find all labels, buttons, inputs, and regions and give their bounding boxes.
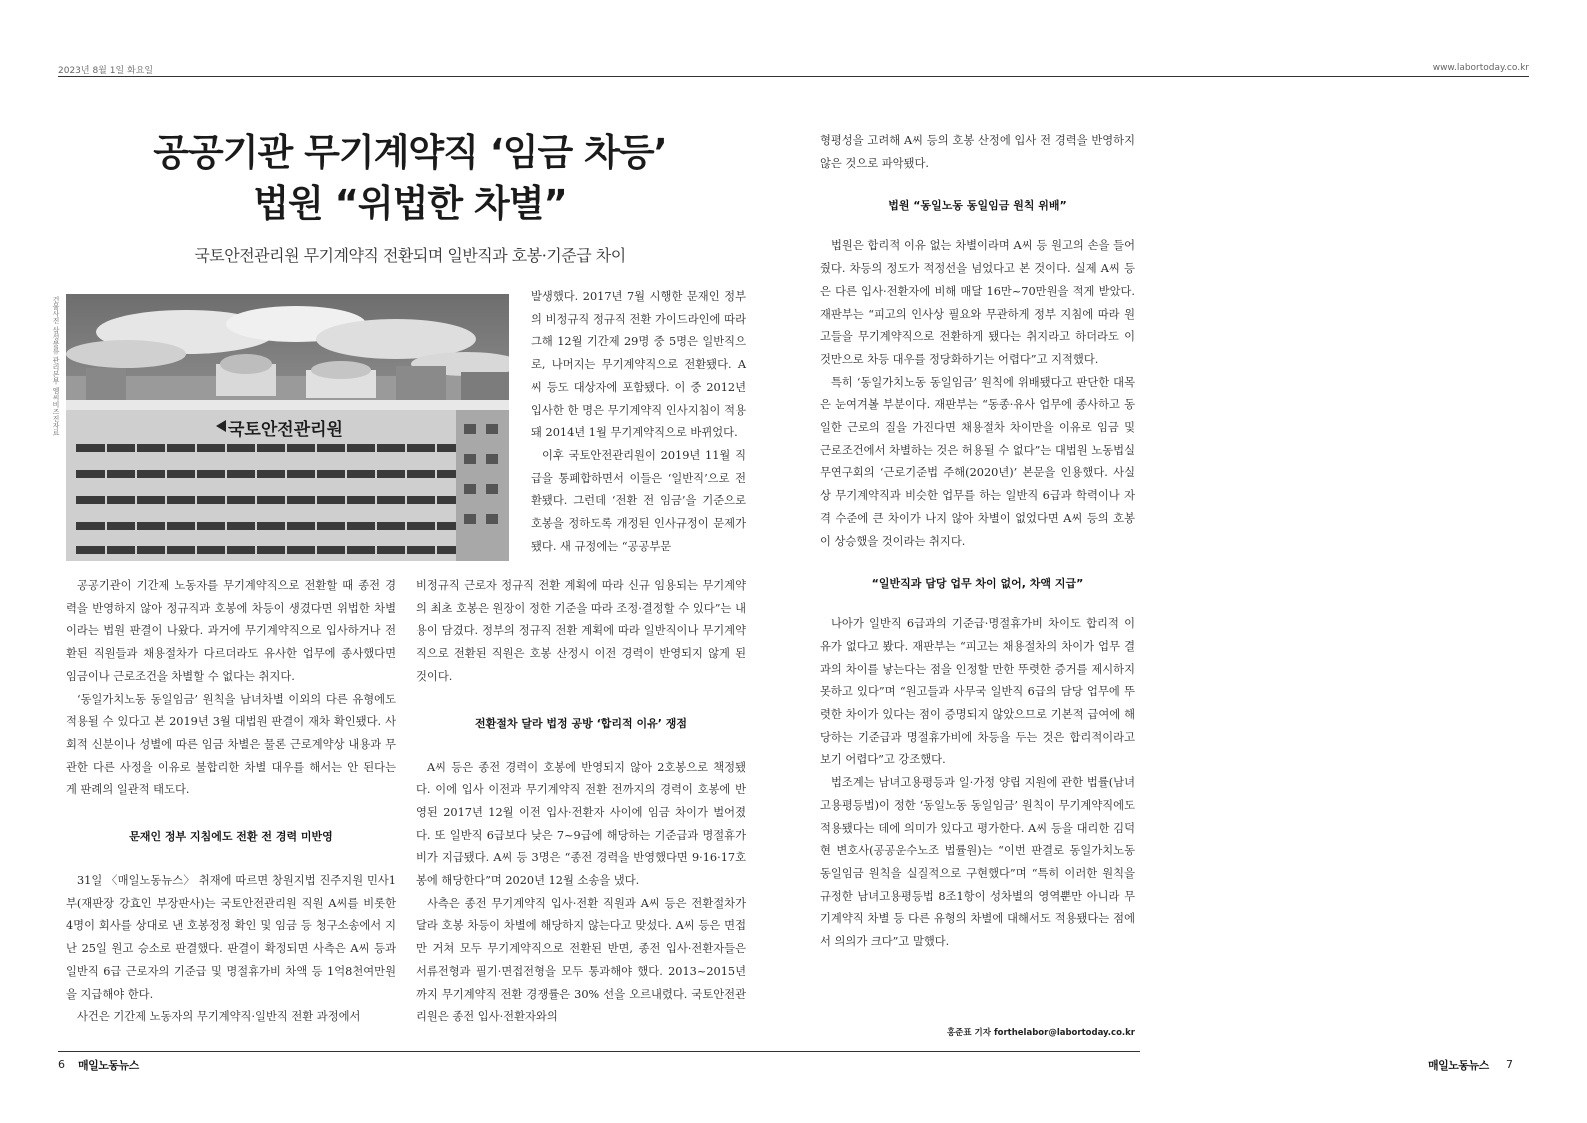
- paragraph: A씨 등은 종전 경력이 호봉에 반영되지 않아 2호봉으로 책정됐다. 이에 입사 이전과 무기계약직 전환 전까지의 경력이 호봉에 반영된 2017년 12월 이전 입사·전환자 사이에 임금 차이가 벌어졌다. 또 일반직 6급보다 낮은 7~9급에 해당하는 기준급과 명절휴가비가 지급됐다. A씨 등 3명은 “종전 경력을 반영했다면 9·16·17호봉에 해당한다”며 2020년 12월 소송을 냈다.: [416, 760, 746, 888]
- byline: 홍준표 기자 forthelabor@labortoday.co.kr: [946, 1028, 1135, 1038]
- section-heading: 문재인 정부 지침에도 전환 전 경력 미반영: [129, 830, 333, 844]
- paragraph: 법조계는 남녀고용평등과 일·가정 양립 지원에 관한 법률(남녀고용평등법)이 정한 ‘동일노동 동일임금’ 원칙이 무기계약직에도 적용됐다는 데에 의미가 있다고 평가한다. A씨 등을 대리한 김덕현 변호사(공공운수노조 법률원)는 “이번 판결로 동일가치노동 동일임금 원칙을 실질적으로 구현했다”며 “특히 이러한 원칙을 규정한 남녀고용평등법 8조1항이 성차별의 영역뿐만 아니라 무기계약직 차별 등 다른 유형의 차별에 대해서도 적용됐다는 점에서 의의가 크다”고 말했다.: [820, 776, 1135, 949]
- page-number-right: 7: [1506, 1058, 1513, 1071]
- paragraph: 발생했다. 2017년 7월 시행한 문재인 정부의 비정규직 정규직 전환 가이드라인에 따라 그해 12월 기간제 29명 중 5명은 일반직으로, 나머지는 무기계약직으로 전환됐다. A씨 등도 대상자에 포함됐다. 이 중 2012년 입사한 한 명은 무기계약직 인사지침이 적용돼 2014년 1월 무기계약직으로 바뀌었다.: [531, 290, 746, 440]
- paragraph: 나아가 일반직 6급과의 기준급·명절휴가비 차이도 합리적 이유가 없다고 봤다. 재판부는 “피고는 채용절차의 차이가 업무 결과의 차이를 낳는다는 점을 인정할 만한 뚜렷한 증거를 제시하지 못하고 있다”며 “원고들과 사무국 일반직 6급의 담당 업무에 뚜렷한 차이가 있다는 점이 증명되지 않았으므로 기본적 급여에 해당하는 기준급과 명절휴가비에 차등을 두는 것은 합리적이라고 보기 어렵다”고 강조했다.: [820, 617, 1135, 767]
- paragraph: 비정규직 근로자 정규직 전환 계획에 따라 신규 임용되는 무기계약의 최초 호봉은 원장이 정한 기준을 따라 조정·결정할 수 있다”는 내용이 담겼다. 정부의 정규직 전환 계획에 따라 일반직이나 무기계약직으로 전환된 직원은 호봉 산정시 이전 경력이 반영되지 않게 된 것이다.: [416, 579, 746, 683]
- paragraph: 법원은 합리적 이유 없는 차별이라며 A씨 등 원고의 손을 들어줬다. 차등의 정도가 적정선을 넘었다고 본 것이다. 실제 A씨 등은 다른 입사·전환자에 비해 매달 16만~70만원을 적게 받았다. 재판부는 “피고의 인사상 필요와 무관하게 정부 지침에 따라 원고들을 무기계약직으로 전환하게 됐다는 취지라고 하더라도 이것만으로 차등 대우를 정당화하기는 어렵다”고 지적했다.: [820, 239, 1135, 366]
- page-number-left: 6: [58, 1058, 65, 1071]
- paragraph: 형평성을 고려해 A씨 등의 호봉 산정에 입사 전 경력을 반영하지 않은 것으로 파악됐다.: [820, 134, 1135, 170]
- paragraph: 사측은 종전 무기계약직 입사·전환 직원과 A씨 등은 전환절차가 달라 호봉 차등이 차별에 해당하지 않는다고 맞섰다. A씨 등은 면접만 거쳐 모두 무기계약직으로 전환된 반면, 종전 입사·전환자들은 서류전형과 필기·면접전형을 모두 통과해야 했다. 2013~2015년까지 무기계약직 전환 경쟁률은 30% 선을 오르내렸다. 국토안전관리원은 종전 입사·전환자와의: [416, 896, 746, 1024]
- issue-date: 2023년 8월 1일 화요일: [58, 66, 154, 76]
- bottom-rule: [58, 1051, 1140, 1052]
- paragraph: 공공기관이 기간제 노동자를 무기계약직으로 전환할 때 종전 경력을 반영하지 않아 정규직과 호봉에 차등이 생겼다면 위법한 차별이라는 법원 판결이 나왔다. 과거에 무기계약직으로 입사하거나 전환된 직원들과 채용절차가 다르더라도 유사한 업무에 종사했다면 임금이나 근로조건을 차별할 수 없다는 취지다.: [66, 579, 396, 683]
- section-heading: “일반직과 담당 업무 차이 없어, 차액 지급”: [871, 577, 1084, 591]
- building-sign: 국토안전관리원: [228, 420, 343, 440]
- paragraph: ‘동일가치노동 동일임금’ 원칙을 남녀차별 이외의 다른 유형에도 적용될 수 있다고 본 2019년 3월 대법원 판결이 재차 확인됐다. 사회적 신분이나 성별에 따른 임금 차별은 물론 근로계약상 내용과 무관한 다른 사정을 이유로 불합리한 차별 대우를 해서는 안 된다는 게 판례의 일관적 태도다.: [66, 692, 396, 797]
- column-2-top: [531, 286, 746, 558]
- column-2: [416, 575, 746, 1029]
- paragraph: 사건은 기간제 노동자의 무기계약직·일반직 전환 과정에서: [77, 1010, 361, 1024]
- top-rule: [58, 76, 1529, 77]
- article-photo: [66, 294, 509, 561]
- column-1: [66, 575, 396, 1029]
- publication-logo-right: 매일노동뉴스: [1428, 1059, 1489, 1072]
- publication-logo-left: 매일노동뉴스: [78, 1059, 139, 1072]
- headline-line-1: 공공기관 무기계약직 ‘임금 차등’: [153, 131, 667, 174]
- photo-credit: 건물사진 삼성물류 관리본부 엠씨비즈진자료: [52, 296, 60, 436]
- site-url: www.labortoday.co.kr: [1432, 63, 1529, 73]
- section-heading: 전환절차 달라 법정 공방 ‘합리적 이유’ 쟁점: [475, 716, 687, 730]
- paragraph: 특히 ‘동일가치노동 동일임금’ 원칙에 위배됐다고 판단한 대목은 눈여겨볼 부분이다. 재판부는 “동종·유사 업무에 종사하고 동일한 근로의 질을 가진다면 채용절차 차이만을 이유로 임금 및 근로조건에서 차별하는 것은 허용될 수 없다”는 대법원 노동법실무연구회의 ‘근로기준법 주해(2020년)’ 본문을 인용했다. 사실상 무기계약직과 비슷한 업무를 하는 일반직 6급과 학력이나 자격 수준에 큰 차이가 나지 않아 차별이 없었다면 A씨 등의 호봉이 상승했을 것이라는 취지다.: [820, 375, 1135, 548]
- paragraph: 31일 〈매일노동뉴스〉 취재에 따르면 창원지법 진주지원 민사1부(재판장 강효인 부장판사)는 국토안전관리원 직원 A씨를 비롯한 4명이 회사를 상대로 낸 호봉정정 확인 및 임금 등 청구소송에서 지난 25일 원고 승소로 판결했다. 판결이 확정되면 사측은 A씨 등과 일반직 6급 근로자의 기준급 및 명절휴가비 차액 등 1억8천여만원을 지급해야 한다.: [66, 874, 396, 1001]
- headline: [60, 127, 760, 229]
- subheadline: 국토안전관리원 무기계약직 전환되며 일반직과 호봉·기준급 차이: [194, 246, 626, 265]
- section-heading: 법원 “동일노동 동일임금 원칙 위배”: [888, 199, 1067, 213]
- paragraph: 이후 국토안전관리원이 2019년 11월 직급을 통폐합하면서 이들은 ‘일반직’으로 전환됐다. 그런데 ‘전환 전 임금’을 기준으로 호봉을 정하도록 개정된 인사규정이 문제가 됐다. 새 규정에는 “공공부문: [531, 448, 746, 553]
- headline-line-2: 법원 “위법한 차별”: [253, 182, 567, 225]
- column-3: [820, 130, 1135, 954]
